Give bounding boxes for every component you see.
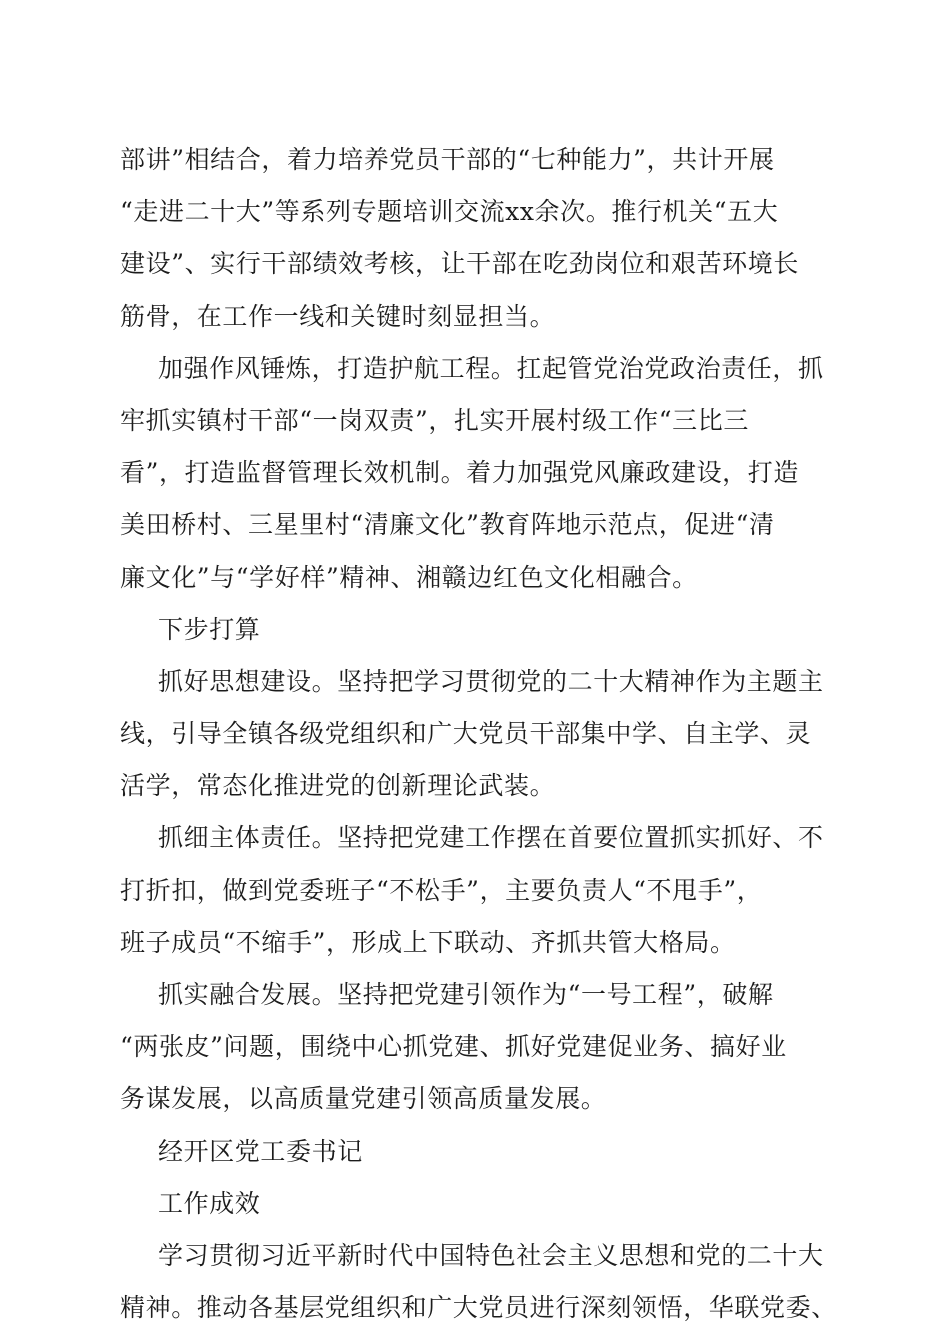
text-line: 打折扣，做到党委班子“不松手”，主要负责人“不甩手”， xyxy=(120,875,763,905)
text-line: 廉文化”与“学好样”精神、湘赣边红色文化相融合。 xyxy=(120,562,698,592)
text-line: 线，引导全镇各级党组织和广大党员干部集中学、自主学、灵 xyxy=(120,719,812,749)
text-line: 精神。推动各基层党组织和广大党员进行深刻领悟，华联党委、 xyxy=(120,1293,837,1323)
text-line: 筋骨，在工作一线和关键时刻显担当。 xyxy=(120,301,556,331)
text-line: 活学，常态化推进党的创新理论武装。 xyxy=(120,771,556,801)
text-line: “两张皮”问题，围绕中心抓党建、抓好党建促业务、搞好业 xyxy=(120,1032,787,1062)
document-body xyxy=(120,134,837,1334)
text-line: 班子成员“不缩手”，形成上下联动、齐抓共管大格局。 xyxy=(120,927,736,957)
text-line: 加强作风锤炼，打造护航工程。扛起管党治党政治责任，抓 xyxy=(158,353,824,383)
text-line: 看”，打造监督管理长效机制。着力加强党风廉政建设，打造 xyxy=(120,458,799,488)
text-line: “走进二十大”等系列专题培训交流xx余次。推行机关“五大 xyxy=(120,197,779,227)
text-line: 务谋发展，以高质量党建引领高质量发展。 xyxy=(120,1084,607,1114)
text-line: 美田桥村、三星里村“清廉文化”教育阵地示范点，促进“清 xyxy=(120,510,775,540)
text-line: 学习贯彻习近平新时代中国特色社会主义思想和党的二十大 xyxy=(158,1240,824,1270)
text-line: 牢抓实镇村干部“一岗双责”，扎实开展村级工作“三比三 xyxy=(120,405,749,435)
text-line: 工作成效 xyxy=(158,1188,261,1218)
text-line: 抓实融合发展。坚持把党建引领作为“一号工程”，破解 xyxy=(158,980,774,1009)
text-line: 建设”、实行干部绩效考核，让干部在吃劲岗位和艰苦环境长 xyxy=(120,249,799,279)
text-line: 经开区党工委书记 xyxy=(158,1136,363,1166)
text-line: 抓细主体责任。坚持把党建工作摆在首要位置抓实抓好、不 xyxy=(158,823,824,853)
text-line: 抓好思想建设。坚持把学习贯彻党的二十大精神作为主题主 xyxy=(158,666,824,696)
text-line: 下步打算 xyxy=(158,614,261,644)
text-line: 部讲”相结合，着力培养党员干部的“七种能力”，共计开展 xyxy=(120,145,775,174)
